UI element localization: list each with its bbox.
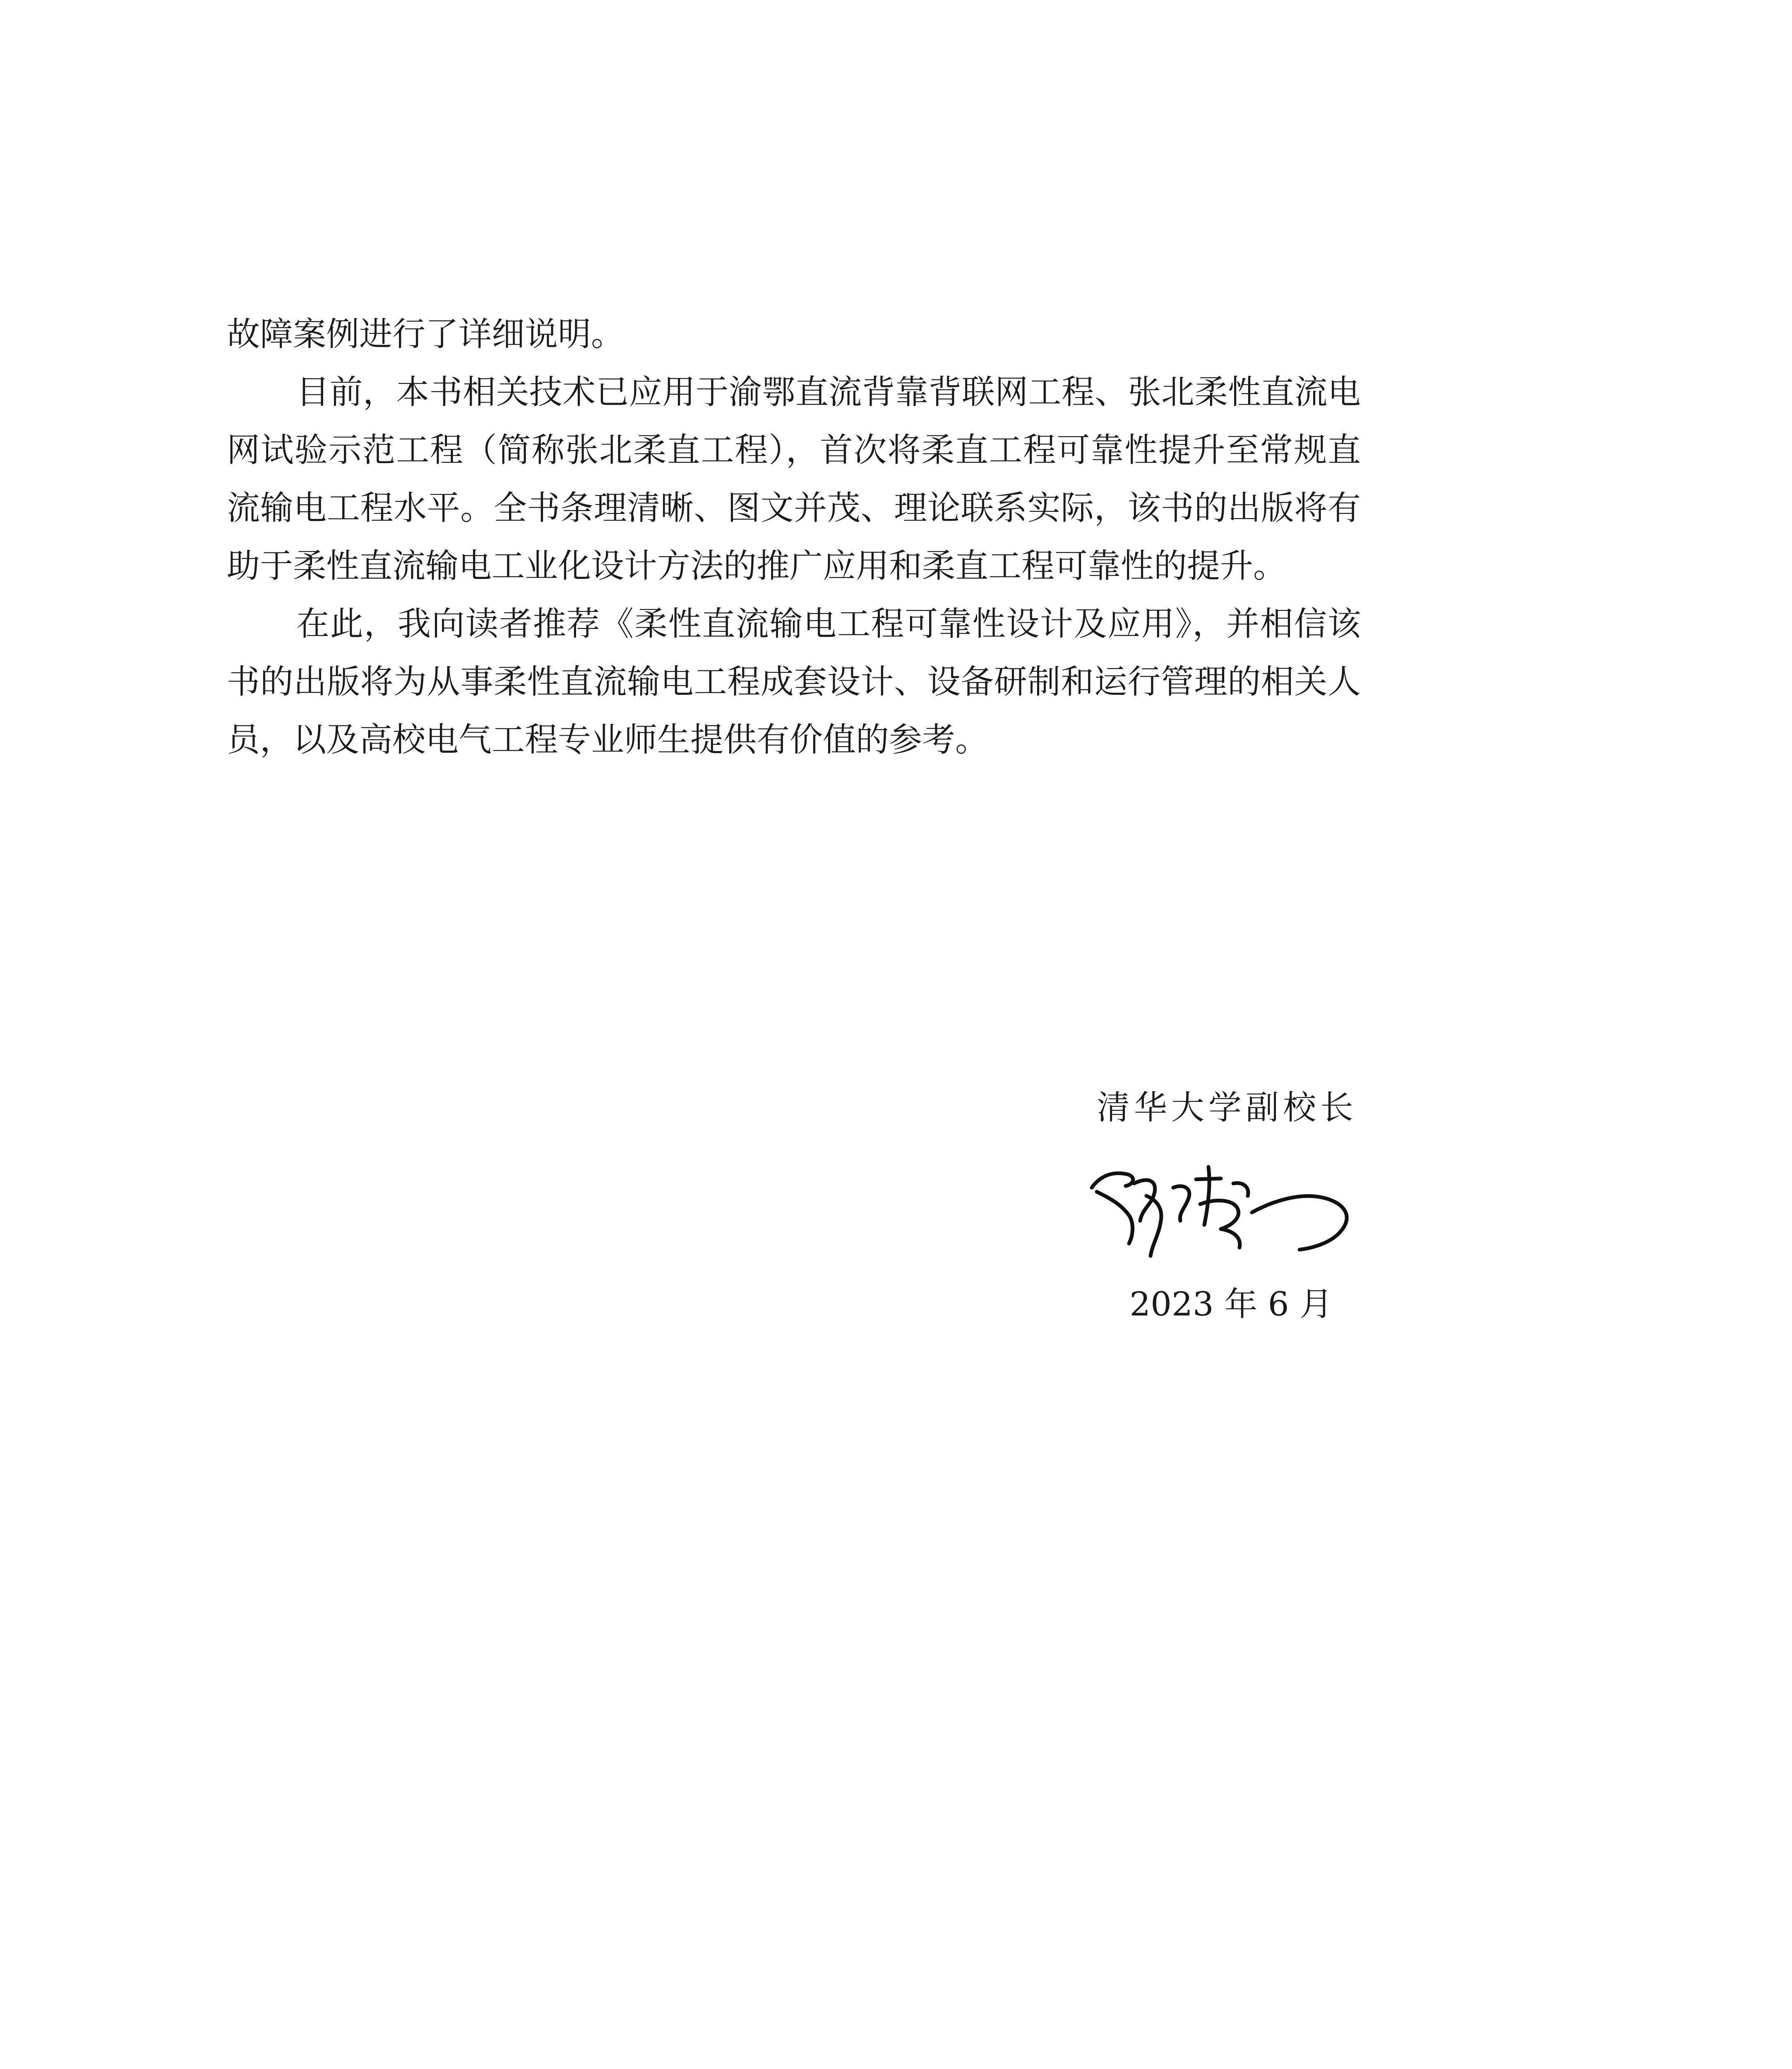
- foreword-body: [227, 305, 1361, 769]
- handwritten-signature-icon: [1084, 1159, 1357, 1266]
- author-affiliation: 清华大学副校长: [1097, 1088, 1357, 1127]
- paragraph-continuation: 故障案例进行了详细说明。: [227, 315, 624, 353]
- paragraph-recommendation: 在此，我向读者推荐《柔性直流输电工程可靠性设计及应用》，并相信该书的出版将为从事柔性直流输电工程成套设计、设备研制和运行管理的相关人员，以及高校电气工程专业师生提供有价值的参考。: [227, 605, 1361, 759]
- document-date: 2023 年 6 月: [1129, 1285, 1333, 1323]
- paragraph-applications: 目前，本书相关技术已应用于渝鄂直流背靠背联网工程、张北柔性直流电网试验示范工程（简称张北柔直工程），首次将柔直工程可靠性提升至常规直流输电工程水平。全书条理清晰、图文并茂、理论联系实际，该书的出版将有助于柔性直流输电工业化设计方法的推广应用和柔直工程可靠性的提升。: [227, 373, 1361, 585]
